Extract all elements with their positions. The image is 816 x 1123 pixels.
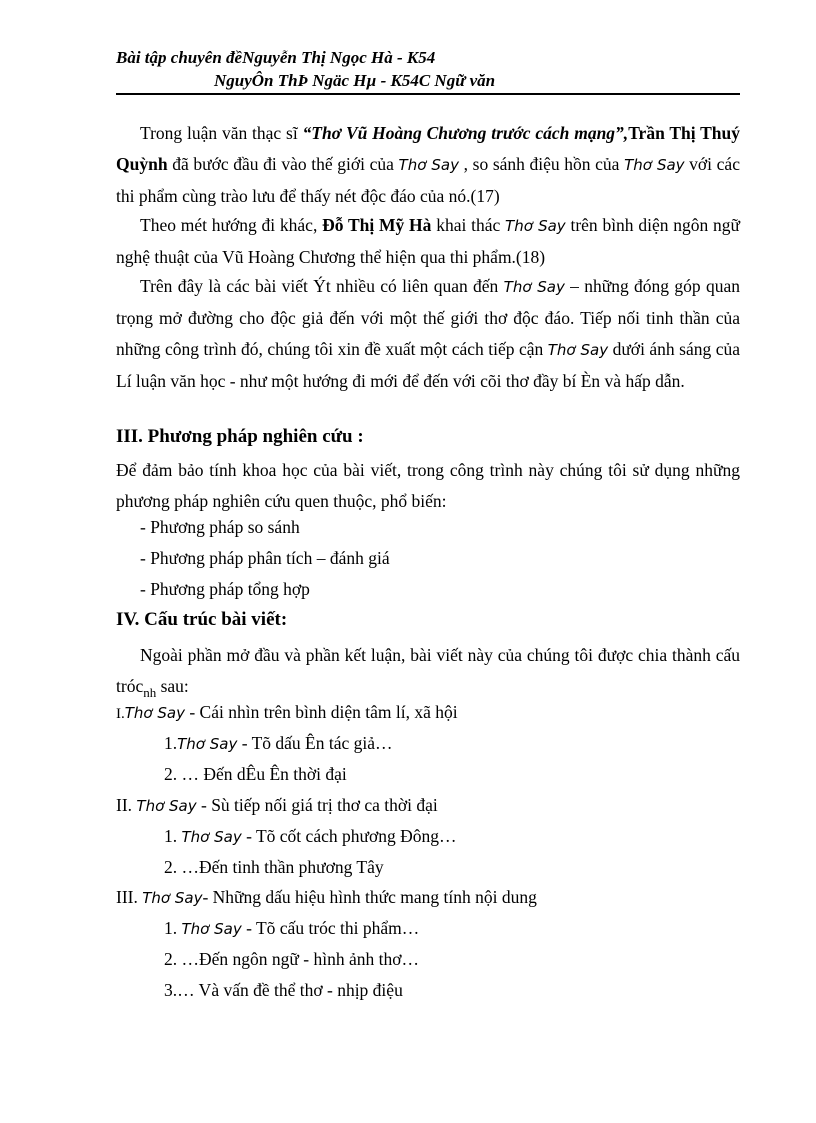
p2-author: Đỗ Thị Mỹ Hà bbox=[322, 215, 432, 235]
p1-text-h: với các thi phẩm cùng trào lưu để thấy nét độc đáo của nó.(17) bbox=[116, 154, 740, 206]
header-title-line-2: NguyÔn ThÞ Ngäc Hµ - K54C Ngữ văn bbox=[214, 71, 496, 90]
outline-part-1-item-2: 2. … Đến dÊu Ên thời đại bbox=[164, 764, 347, 784]
section-3-intro-text: Để đảm bảo tính khoa học của bài viết, trong công trình này chúng tôi sử dụng những phương pháp nghiên cứu quen thuộc, phổ biến: bbox=[116, 460, 740, 511]
outline-tho-say: Thơ Say bbox=[142, 889, 203, 907]
section-4-intro bbox=[116, 640, 740, 708]
section-4-intro-text: Ngoài phần mở đầu và phần kết luận, bài viết này của chúng tôi được chia thành cấu tróc bbox=[116, 645, 740, 696]
outline-part-2-item-1 bbox=[164, 826, 456, 847]
outline-text: - Tõ cốt cách phương Đông… bbox=[241, 826, 457, 846]
method-item: - Phương pháp so sánh bbox=[140, 517, 300, 537]
author-name: Trần Thị Thuý Quỳnh bbox=[116, 123, 740, 174]
outline-num: I. bbox=[116, 706, 125, 722]
outline-part-1 bbox=[116, 702, 458, 723]
section-4-intro-end: sau: bbox=[156, 676, 189, 696]
p2-text-e: trên bình diện ngôn ngữ nghệ thuật của Vũ Hoàng Chương thể hiện qua thi phẩm.(18) bbox=[116, 215, 741, 267]
thesis-title: “Thơ Vũ Hoàng Chương trước cách mạng”, bbox=[302, 123, 629, 143]
outline-text: - Những dấu hiệu hình thức mang tính nội dung bbox=[202, 887, 537, 907]
outline-num: II. bbox=[116, 795, 137, 815]
p2-text-c: khai thác bbox=[431, 215, 506, 235]
p1-text-f: , so sánh điệu hồn của bbox=[459, 154, 625, 174]
paragraph-3 bbox=[116, 271, 740, 397]
p3-text-c: – những đóng góp quan trọng mở đường cho độc giả đến với một thế giới thơ độc đáo. Tiếp nối tinh thần của những công trình đó, chúng tôi xin đề xuất một cách tiếp cận bbox=[116, 276, 740, 359]
section-3-heading: III. Phương pháp nghiên cứu : bbox=[116, 426, 364, 447]
outline-tho-say: Thơ Say bbox=[124, 704, 185, 722]
p1-text-d: đã bước đầu đi vào thế giới của bbox=[167, 154, 399, 174]
section-4-heading: IV. Cấu trúc bài viết: bbox=[116, 609, 288, 630]
outline-text: - Sù tiếp nối giá trị thơ ca thời đại bbox=[196, 795, 438, 815]
p2-text-a: Theo mét hướng đi khác, bbox=[140, 215, 323, 235]
outline-part-3-item-1 bbox=[164, 918, 419, 939]
outline-tho-say: Thơ Say bbox=[136, 797, 197, 815]
p3-text-a: Trên đây là các bài viết Ýt nhiều có liên quan đến bbox=[140, 276, 504, 296]
outline-tho-say: Thơ Say bbox=[181, 828, 242, 846]
method-item: - Phương pháp phân tích – đánh giá bbox=[140, 548, 390, 568]
header-title-line-1: Bài tập chuyên đềNguyễn Thị Ngọc Hà - K54 bbox=[116, 48, 436, 67]
outline-part-2-item-2: 2. …Đến tinh thần phương Tây bbox=[164, 857, 384, 877]
header-divider bbox=[116, 93, 740, 95]
p3-text-e: dưới ánh sáng của Lí luận văn học - như một hướng đi mới để đến với cõi thơ đầy bí Èn và hấp dẫn. bbox=[116, 339, 741, 391]
p3-tho-say-2: Thơ Say bbox=[547, 341, 609, 359]
outline-text: - Tõ cấu tróc thi phẩm… bbox=[241, 918, 420, 938]
outline-num: 1. bbox=[164, 826, 182, 846]
p1-tho-say-2: Thơ Say bbox=[624, 156, 685, 174]
outline-part-3 bbox=[116, 887, 537, 908]
paragraph-2 bbox=[116, 210, 740, 273]
p3-tho-say-1: Thơ Say bbox=[503, 278, 565, 296]
p2-tho-say: Thơ Say bbox=[505, 217, 566, 235]
outline-part-2 bbox=[116, 795, 438, 816]
outline-tho-say: Thơ Say bbox=[181, 920, 242, 938]
outline-num: 1. bbox=[164, 733, 178, 753]
outline-num: 1. bbox=[164, 918, 182, 938]
outline-text: - Tõ dấu Ên tác giả… bbox=[237, 733, 393, 753]
outline-part-3-item-2: 2. …Đến ngôn ngữ - hình ảnh thơ… bbox=[164, 949, 419, 969]
method-item: - Phương pháp tổng hợp bbox=[140, 579, 310, 599]
p1-tho-say-1: Thơ Say bbox=[398, 156, 459, 174]
outline-tho-say: Thơ Say bbox=[177, 735, 238, 753]
outline-text: - Cái nhìn trên bình diện tâm lí, xã hội bbox=[184, 702, 458, 722]
paragraph-1 bbox=[116, 118, 740, 212]
outline-num: III. bbox=[116, 887, 143, 907]
p1-text-a: Trong luận văn thạc sĩ bbox=[140, 123, 303, 143]
outline-part-3-item-3: 3.… Và vấn đề thể thơ - nhịp điệu bbox=[164, 980, 403, 1000]
section-4-intro-sub: nh bbox=[143, 685, 157, 700]
outline-part-1-item-1 bbox=[164, 733, 393, 754]
section-3-intro bbox=[116, 455, 740, 517]
